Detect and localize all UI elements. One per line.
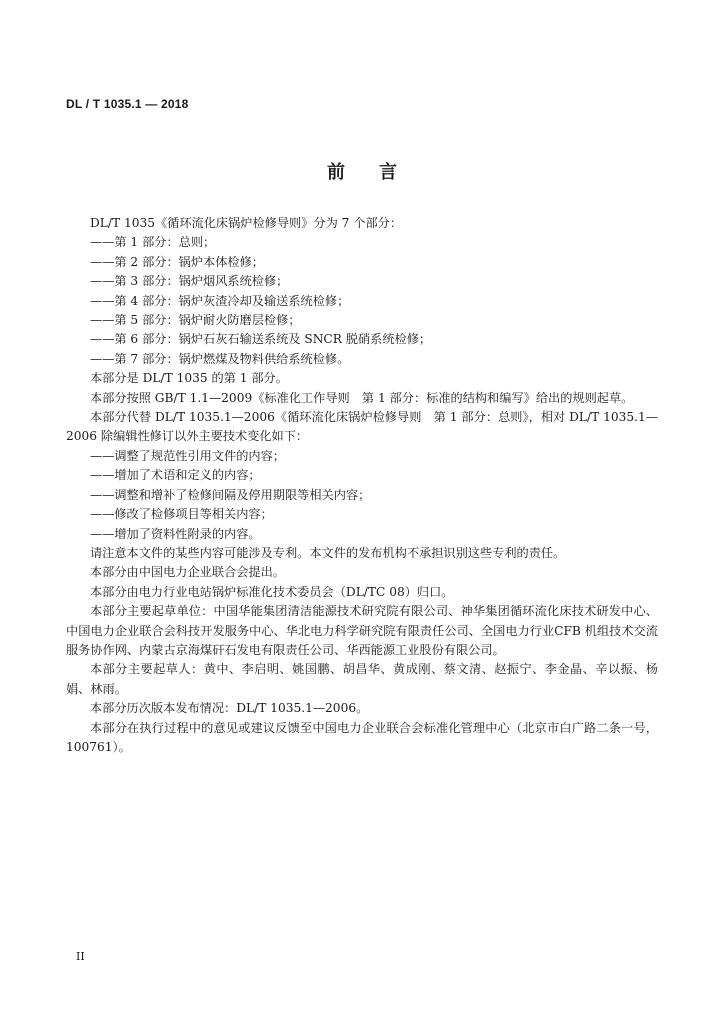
paragraph-intro: DL/T 1035《循环流化床锅炉检修导则》分为 7 个部分：: [90, 216, 403, 230]
document-id: DL / T 1035.1 — 2018: [66, 97, 189, 111]
page-number: II: [76, 950, 85, 963]
paragraph-proposer: 本部分由中国电力企业联合会提出。: [90, 565, 285, 580]
list-item-change-3: ——调整和增补了检修间隔及停用期限等相关内容；: [90, 487, 371, 502]
page-title: 前言: [327, 162, 431, 183]
paragraph-replaces: 本部分代替 DL/T 1035.1—2006《循环流化床锅炉检修导则 第 1 部分：总则》，相对 DL/T 1035.1—2006 除编辑性修订以外主要技术变化如下：: [66, 410, 658, 444]
list-item-part-6: ——第 6 部分：锅炉石灰石输送系统及 SNCR 脱硝系统检修；: [90, 332, 432, 347]
list-item-change-4: ——修改了检修项目等相关内容；: [90, 507, 273, 522]
list-item-change-5: ——增加了资料性附录的内容。: [90, 526, 261, 541]
list-item-part-4: ——第 4 部分：锅炉灰渣冷却及输送系统检修；: [90, 293, 350, 308]
list-item-part-5: ——第 5 部分：锅炉耐火防磨层检修；: [90, 313, 301, 328]
preface-body: [66, 214, 658, 757]
paragraph-part-statement: 本部分是 DL/T 1035 的第 1 部分。: [90, 371, 288, 386]
paragraph-drafting-rules: 本部分按照 GB/T 1.1—2009《标准化工作导则 第 1 部分：标准的结构和编写》给出的规则起草。: [90, 390, 634, 405]
list-item-change-2: ——增加了术语和定义的内容；: [90, 468, 261, 483]
paragraph-feedback: 本部分在执行过程中的意见或建议反馈至中国电力企业联合会标准化管理中心（北京市白广路二条一号，100761）。: [66, 720, 658, 754]
paragraph-patent-notice: 请注意本文件的某些内容可能涉及专利。本文件的发布机构不承担识别这些专利的责任。: [90, 545, 566, 560]
list-item-part-1: ——第 1 部分：总则；: [90, 235, 216, 250]
list-item-change-1: ——调整了规范性引用文件的内容；: [90, 448, 285, 463]
paragraph-version-history: 本部分历次版本发布情况：DL/T 1035.1—2006。: [90, 701, 369, 716]
paragraph-drafters: 本部分主要起草人：黄中、李启明、姚国鹏、胡昌华、黄成刚、蔡文清、赵振宁、李金晶、辛以振、杨娟、林雨。: [66, 662, 658, 696]
list-item-part-2: ——第 2 部分：锅炉本体检修；: [90, 254, 264, 269]
list-item-part-3: ——第 3 部分：锅炉烟风系统检修；: [90, 274, 289, 289]
paragraph-committee: 本部分由电力行业电站锅炉标准化技术委员会（DL/TC 08）归口。: [90, 584, 454, 599]
paragraph-drafting-units: 本部分主要起草单位：中国华能集团清洁能源技术研究院有限公司、神华集团循环流化床技术研发中心、中国电力企业联合会科技开发服务中心、华北电力科学研究院有限责任公司、全国电力行业CFB 机组技术交流服务协作网、内蒙古京海煤矸石发电有限责任公司、华西能源工业股份有限公司。: [66, 604, 658, 657]
list-item-part-7: ——第 7 部分：锅炉燃煤及物料供给系统检修。: [90, 351, 350, 366]
